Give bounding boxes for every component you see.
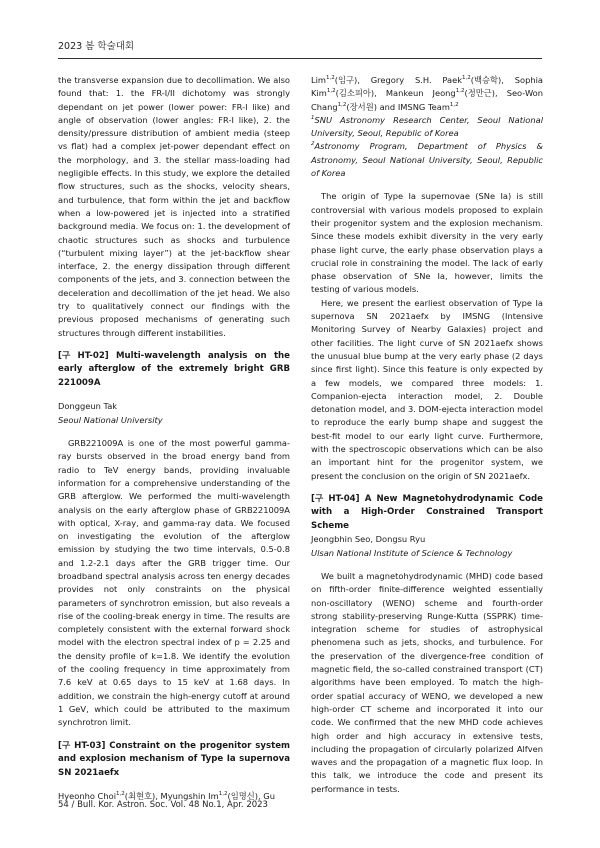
abstract-title-ht04: [구 HT-04] A New Magnetohydrodynamic Code with a High-Order Constrained Transport Scheme [311, 493, 543, 531]
page-footer: 54 / Bull. Kor. Astron. Soc. Vol. 48 No.1, Apr. 2023 [58, 800, 268, 810]
affiliation-ht03-1: $^1$SNU Astronomy Research Center, Seoul National University, Seoul, Republic of Korea [311, 114, 543, 139]
header-rule [58, 58, 542, 59]
abstract-body-ht04: We built a magnetohydrodynamic (MHD) code based on fifth-order finite-difference weighted essentially non-oscillatory (WENO) scheme and fourth-order strong stability-preserving Runge-Kutta (SSPRK) time-integration scheme for studies of astrophysical phenomena such as jets, shocks, and turbulence. For the preservation of the divergence-free condition of magnetic field, the so-called constrained transport (CT) algorithms have been employed. To match the high-order spatial accuracy of WENO, we developed a new high-order CT scheme and incorporated it into our code. We confirmed that the new MHD code achieves high order and high accuracy in extensive tests, including the propagation of circularly polarized Alfven waves and the propagation of a magnetic flux loop. In this talk, we introduce the code and present its performance in tests. [311, 571, 543, 794]
abstract-title-ht02: [구 HT-02] Multi-wavelength analysis on the early afterglow of the extremely bright GRB 221009A [58, 350, 290, 388]
authors-ht03-start: Hyeonho Choi$^{1,2}$(최현호), Myungshin Im$^{1,2}$(임명신), Gu [58, 791, 275, 802]
affiliation-ht03-2: $^2$Astronomy Program, Department of Physics & Astronomy, Seoul National University, Seoul, Republic of Korea [311, 141, 543, 179]
authors-ht03-continued: Lim$^{1,2}$(임구), Gregory S.H. Paek$^{1,2}$(백승학), Sophia Kim$^{1,2}$(김소피아), Mankeun Jeong$^{1,2}$(정만근), Seo-Won Chang$^{1,2}$(장서원) and IMSNG Team$^{1,2}$ [311, 75, 543, 112]
abstract-body-ht03-p1: The origin of Type Ia supernovae (SNe Ia) is still controversial with various models proposed to explain their progenitor system and the explosion mechanism. Since these models exhibit diversity in the very early phase light curve, the early phase observation plays a crucial role in constraining the model. The lack of early phase observation of SNe Ia, however, limits the testing of various models. [311, 191, 543, 295]
abstract-body-ht02: GRB221009A is one of the most powerful gamma-ray bursts observed in the broad energy band from radio to TeV energy bands, providing invaluable information for a comprehensive understanding of the GRB afterglow. We performed the multi-wavelength analysis on the early afterglow phase of GRB221009A with optical, X-ray, and gamma-ray data. We focused on investigating the evolution of the afterglow emission by studying the two time intervals, 0.5-0.8 and 1.2-2.1 days after the GRB trigger time. Our broadband spectral analysis across ten energy decades provides not only constraints on the physical parameters of synchrotron emission, but also reveals a rise of the cooling-break energy in time. The results are completely consistent with the external forward shock model with the electron spectral index of p = 2.25 and the density profile of k=1.8. We identify the evolution of the cooling frequency in time approximately from 7.6 keV at 0.65 days to 15 keV at 1.68 days. In addition, we constrain the high-energy cutoff at around 1 GeV, which could be attributed to the maximum synchrotron limit. [58, 438, 290, 728]
affiliation-ht04: Ulsan National Institute of Science & Technology [311, 547, 513, 558]
right-column [311, 74, 543, 796]
authors-ht02: Donggeun Tak [58, 401, 118, 412]
left-column [58, 74, 290, 803]
authors-ht04: Jeongbhin Seo, Dongsu Ryu [311, 534, 426, 545]
abstract-ht01-continued: the transverse expansion due to decollimation. We also found that: 1. the FR-I/II dichotomy was strongly dependant on jet power (lower power: FR-I like) and angle of observation (lower angles: FR-I like), 2. the density/pressure distribution of ambient media (steep vs flat) had a complex jet-power dependant effect on the morphology, and 3. the stellar mass-loading had negligible effects. In this study, we explore the detailed flow structures, such as the shocks, velocity shears, and turbulence, that form within the jet and backflow when a low-powered jet is injected into a stratified background media. We focus on: 1. the development of chaotic structures such as shocks and turbulence (“turbulent mixing layer”) at the jet-backflow shear interface, 2. the energy dissipation through different components of the jets, and 3. connection between the deceleration and decollimation of the jet head. We also try to qualitatively connect our findings with the previous proposed mechanisms of generating such structures through different instabilities. [58, 75, 290, 338]
affiliation-ht02: Seoul National University [58, 414, 163, 425]
running-header: 2023 봄 학술대회 [58, 41, 135, 52]
abstract-title-ht03: [구 HT-03] Constraint on the progenitor system and explosion mechanism of Type Ia supernova SN 2021aefx [58, 740, 290, 778]
abstract-body-ht03-p2: Here, we present the earliest observation of Type Ia supernova SN 2021aefx by IMSNG (Intensive Monitoring Survey of Nearby Galaxies) project and other facilities. The light curve of SN 2021aefx shows the unusual blue bump at the very early phase (2 days since first light). Since this feature is only expected by a few models, we compared three models: 1. Companion-ejecta interaction model, 2. Double detonation model, and 3. DOM-ejecta interaction model to reproduce the early bump shape and suggest the best-fit model to our early light curve. Furthermore, with the spectroscopic observations which can be also an important hint for the progenitor system, we present the conclusion on the origin of SN 2021aefx. [311, 297, 543, 481]
